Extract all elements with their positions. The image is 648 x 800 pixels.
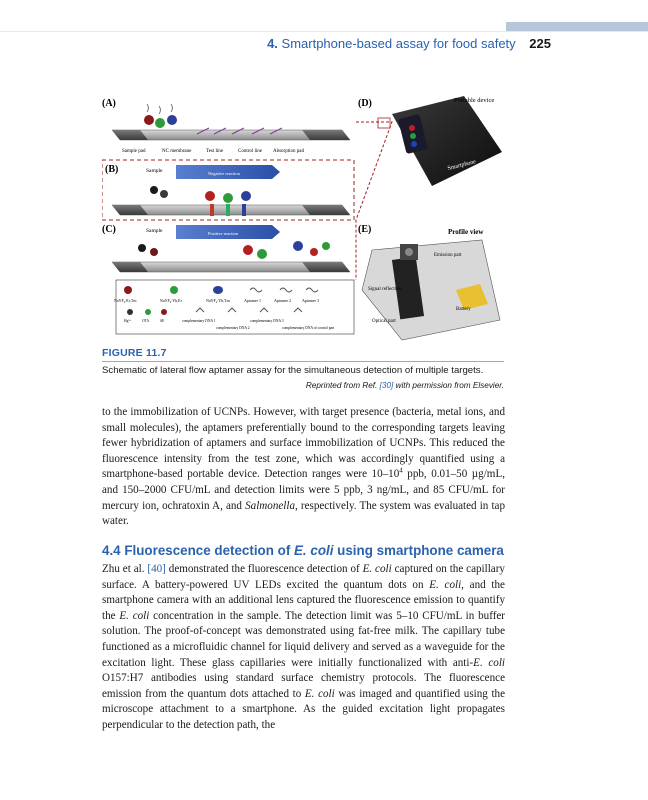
legend-item: complementary DNA 1 — [182, 319, 216, 323]
figure-credit — [102, 381, 504, 390]
label-nc-membrane: NC membrane — [162, 149, 192, 154]
para2-text: concentration in the sample. The detection limit was 5–10 CFU/mL in buffer solution. The proof-of-concept was demonstrated using fat-free milk. The capillary tube functioned as a microfluidic channel for liquid delivery and served as a waveguide for the excitation light. These glass capillaries were initially functionalized with anti- — [102, 609, 506, 669]
ecoli-italic: E. coli — [304, 687, 335, 700]
para2-text: O157:H7 antibodies using standard surface chemistry protocols. The fluorescence emission from the quantum dots attached to — [102, 672, 505, 700]
legend-item: NaYF₄:Er,Tm — [114, 298, 137, 303]
body-paragraph-1 — [102, 405, 505, 530]
section-title-italic: E. coli — [294, 543, 334, 558]
label-test-line: Test line — [206, 149, 224, 154]
legend-item: complementary DNA of control part — [282, 326, 335, 330]
section-title-end: using smartphone camera — [333, 543, 504, 558]
header-accent-bar — [506, 22, 648, 31]
running-head — [0, 36, 551, 51]
figure-11-7 — [102, 90, 504, 342]
caption-rule — [102, 361, 504, 362]
chapter-number: 4. — [267, 36, 278, 51]
page-number: 225 — [529, 36, 551, 51]
para2-text: Zhu et al. — [102, 563, 148, 575]
ucnp-green-icon — [155, 118, 165, 128]
panel-label-c: (C) — [102, 224, 116, 235]
body-paragraph-2 — [102, 562, 505, 734]
reference-link-40[interactable]: [40] — [147, 563, 166, 575]
section-title: Fluorescence detection of — [120, 543, 294, 558]
section-number: 4.4 — [102, 543, 121, 558]
credit-prefix: Reprinted from Ref. — [305, 381, 380, 390]
emission-part-label: Emission part — [434, 253, 462, 258]
ecoli-italic: E. coli — [429, 578, 462, 591]
panel-label-d: (D) — [358, 98, 372, 109]
legend-item: complementary DNA 3 — [250, 319, 284, 323]
chapter-title: Smartphone-based assay for food safety — [281, 36, 516, 51]
section-heading — [102, 543, 504, 558]
strip-a — [112, 104, 350, 140]
ecoli-italic: E. coli — [473, 656, 505, 669]
legend-item: Aptamer 3 — [302, 298, 319, 303]
legend-item: Aptamer 1 — [244, 298, 261, 303]
salmonella-italic: Salmonella — [245, 499, 296, 512]
para1-text-2: ppb, 0.01–50 µg/mL, and 150–2000 CFU/mL and detection limits were 5 ppb, 3 ng/mL, and 85 CFU/mL for mercury ion, ochratoxin A, and — [102, 468, 505, 512]
para2-text: captured on the capillary surface. A battery-powered UV LEDs excited the quantum dots on — [102, 563, 505, 591]
legend-item: NaYF₄:Yb,Er — [160, 298, 182, 303]
positive-reaction-label: Positive reaction — [208, 231, 239, 236]
legend-item: OTA — [142, 319, 150, 323]
label-control-line: Control line — [238, 149, 263, 154]
label-absorption-pad: Absorption pad — [273, 149, 304, 154]
panel-label-a: (A) — [102, 98, 116, 109]
sample-label-b: Sample — [146, 168, 163, 174]
panel-label-b: (B) — [105, 164, 119, 175]
negative-reaction-label: Negative reaction — [208, 171, 240, 176]
label-sample-pad: Sample pad — [122, 149, 146, 154]
reference-link-30[interactable]: [30] — [379, 381, 394, 390]
superscript: 4 — [399, 466, 403, 475]
ecoli-italic: E. coli — [362, 563, 392, 575]
header-rule — [0, 31, 648, 32]
para2-text: was imaged and quantified using the microscope attachment to a smartphone. As the guided excitation light propagates perpendicular to the detection path, the — [102, 687, 505, 731]
panel-label-e: (E) — [358, 224, 372, 235]
legend-item: complementary DNA 2 — [216, 326, 250, 330]
strip-labels — [122, 149, 304, 154]
figure-caption: Schematic of lateral flow aptamer assay for the simultaneous detection of multiple targets. — [102, 365, 484, 376]
legend-item: SE — [160, 319, 165, 323]
para1-text-3: , respectively. The system was evaluated in tap water. — [102, 499, 505, 528]
para2-text: , and the smartphone camera with an additional lens captured the fluorescence emission to quantify the — [102, 578, 505, 622]
ucnp-red-icon — [144, 115, 154, 125]
credit-suffix: with permission from Elsevier. — [393, 381, 504, 390]
sample-label-c: Sample — [146, 228, 163, 234]
legend-item: Hg²⁺ — [124, 319, 132, 323]
para1-text-1: to the immobilization of UCNPs. However, with target presence (bacteria, metal ions, and small molecules), the aptamers preferentially bound to the corresponding targets leaving fewer hybridization of aptamers and surface immobilization of UCNPs. This reduced the fluorescence intensity from the test zone, which was accordingly quantified using a smartphone-based portable device. Detection ranges were 10–10 — [102, 406, 505, 481]
smartphone-label: Smartphone — [447, 159, 477, 172]
portable-device-label: Portable device — [454, 97, 495, 104]
optical-part-label: Optical part — [372, 319, 396, 324]
signal-reflection-label: Signal reflection — [368, 287, 402, 292]
battery-label: Battery — [456, 307, 471, 312]
ucnp-blue-icon — [167, 115, 177, 125]
para2-text: demonstrated the fluorescence detection of — [165, 563, 363, 575]
profile-view-label: Profile view — [448, 228, 484, 236]
figure-label: FIGURE 11.7 — [102, 347, 167, 359]
legend-item: NaYF₄:Yb,Tm — [206, 298, 230, 303]
legend-item: Aptamer 2 — [274, 298, 291, 303]
ecoli-italic: E. coli — [119, 609, 150, 622]
